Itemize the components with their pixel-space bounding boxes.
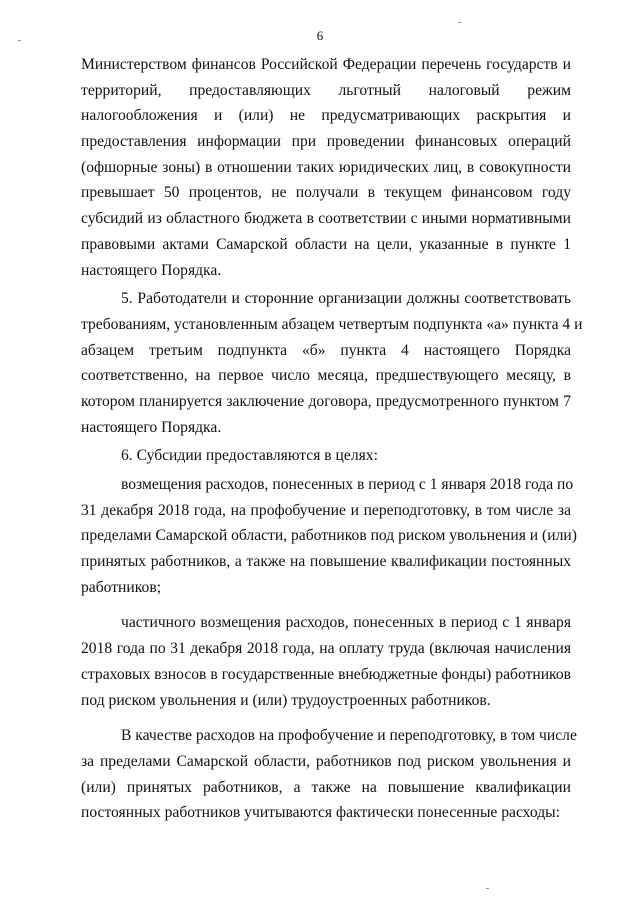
text-line: 31 декабря 2018 года, на профобучение и переподготовку, в том числе за xyxy=(81,501,571,519)
text-line: требованиям, установленным абзацем четвертым подпункта «а» пункта 4 и xyxy=(81,315,583,333)
text-line: настоящего Порядка. xyxy=(81,261,222,279)
text-line: за пределами Самарской области, работников под риском увольнения и xyxy=(81,752,571,770)
page-number: 6 xyxy=(316,28,324,43)
text-line: работников; xyxy=(81,578,162,596)
text-line: возмещения расходов, понесенных в период с 1 января 2018 года по xyxy=(121,476,574,493)
text-line: превышает 50 процентов, не получали в текущем финансовом году xyxy=(81,184,571,202)
paragraph-reimbursement xyxy=(81,472,577,600)
text-line: В качестве расходов на профобучение и переподготовку, в том числе xyxy=(121,727,577,745)
text-line: налогообложения и (или) не предусматривающих раскрытия и xyxy=(81,107,571,125)
text-line: пределами Самарской области, работников под риском увольнения и (или) xyxy=(81,527,577,545)
text-line: абзацем третьим подпункта «б» пункта 4 настоящего Порядка xyxy=(81,341,571,359)
text-line: под риском увольнения и (или) трудоустроенных работников. xyxy=(81,691,491,709)
text-line: 6. Субсидии предоставляются в целях: xyxy=(121,447,378,465)
text-line: территорий, предоставляющих льготный налоговый режим xyxy=(81,81,571,99)
paragraph-clause-5 xyxy=(81,286,583,440)
scan-speck xyxy=(18,40,21,41)
text-line: постоянных работников учитываются фактически понесенные расходы: xyxy=(81,804,560,822)
paragraph-training-expenses xyxy=(81,723,577,826)
text-line: 5. Работодатели и сторонние организации должны соответствовать xyxy=(121,290,571,308)
paragraph-partial-reimbursement xyxy=(81,610,571,713)
text-line: предоставления информации при проведении финансовых операций xyxy=(81,133,571,151)
document-body xyxy=(81,52,583,826)
scan-speck xyxy=(458,22,461,23)
paragraph-clause-6 xyxy=(81,443,571,469)
text-line: (офшорные зоны) в отношении таких юридических лиц, в совокупности xyxy=(81,158,571,176)
text-line: субсидий из областного бюджета в соответствии с иными нормативными xyxy=(81,210,571,228)
text-line: частичного возмещения расходов, понесенных в период с 1 января xyxy=(121,614,571,632)
text-line: настоящего Порядка. xyxy=(81,418,222,436)
text-line: Министерством финансов Российской Федерации перечень государств и xyxy=(81,56,571,73)
text-line: 2018 года по 31 декабря 2018 года, на оплату труда (включая начисления xyxy=(81,640,571,658)
text-line: котором планируется заключение договора, предусмотренного пунктом 7 xyxy=(81,392,571,410)
text-line: соответственно, на первое число месяца, предшествующего месяцу, в xyxy=(81,367,571,385)
text-line: (или) принятых работников, а также на повышение квалификации xyxy=(81,778,571,796)
paragraph-continuation xyxy=(81,52,571,283)
text-line: принятых работников, а также на повышение квалификации постоянных xyxy=(81,553,571,571)
text-line: правовыми актами Самарской области на цели, указанные в пункте 1 xyxy=(81,235,571,253)
text-line: страховых взносов в государственные внебюджетные фонды) работников xyxy=(81,665,571,683)
scan-speck xyxy=(486,888,489,889)
